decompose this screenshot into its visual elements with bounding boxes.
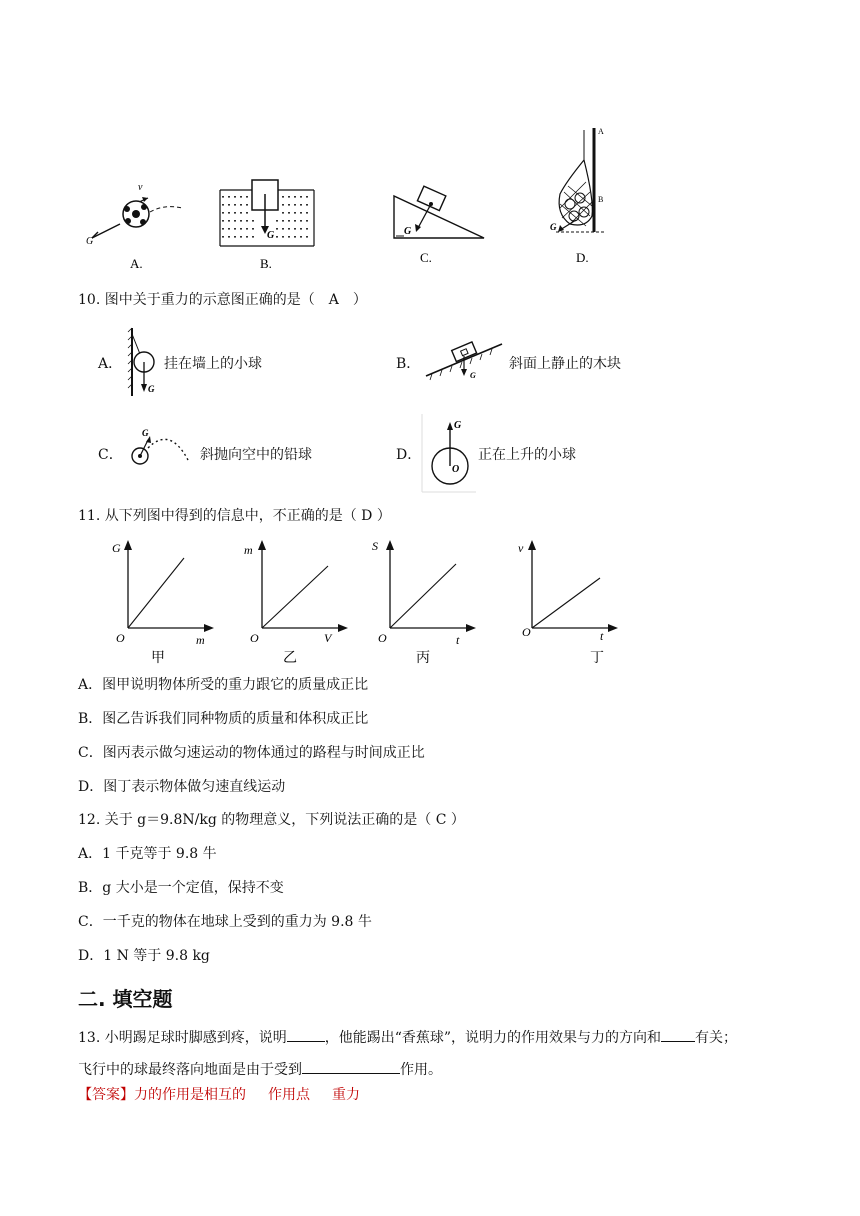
q10-option-d-letter: D． xyxy=(396,447,422,463)
q10-figure-c xyxy=(124,420,198,476)
q10d-o-label: O xyxy=(452,464,460,475)
q9b-g-label: G xyxy=(267,230,275,241)
q11-option-c: C．图丙表示做匀速运动的物体通过的路程与时间成正比 xyxy=(78,745,425,761)
q13-answer-3: 重力 xyxy=(332,1087,360,1103)
q11-graph-ding-x: t xyxy=(600,629,604,643)
q12-option-d: D．1 N 等于 9.8 kg xyxy=(78,948,210,964)
q10-stem: 10. 图中关于重力的示意图正确的是（ A ） xyxy=(78,292,367,308)
q10c-g-label: G xyxy=(142,428,149,438)
q11-graph-bing-o: O xyxy=(378,631,387,645)
q9d-g-label: G xyxy=(550,222,557,232)
q13-answer-2: 作用点 xyxy=(268,1087,310,1103)
q11-option-b: B．图乙告诉我们同种物质的质量和体积成正比 xyxy=(78,711,369,727)
q11-graph-jia-o: O xyxy=(116,631,125,645)
q11-graph-yi-x: V xyxy=(324,631,332,645)
q10-figure-d xyxy=(422,412,478,494)
q13-text-4: 飞行中的球最终落向地面是由于受到 xyxy=(78,1062,302,1078)
q9a-letter: A. xyxy=(130,256,143,271)
q11-graph-bing xyxy=(370,536,480,666)
q11-graph-ding-line xyxy=(532,578,600,628)
q13-blank-2[interactable] xyxy=(661,1027,695,1042)
q13-text-2: ，他能踢出“香蕉球”，说明力的作用效果与力的方向和 xyxy=(324,1030,662,1046)
q10-figure-a xyxy=(126,326,162,398)
q9d-b-label: B xyxy=(598,195,604,204)
q9c-letter: C. xyxy=(420,250,432,265)
q9a-g-label: G xyxy=(86,236,94,247)
q10-option-c-text: 斜抛向空中的铅球 xyxy=(200,447,312,463)
q13-blank-1[interactable] xyxy=(287,1027,325,1042)
q9-figure-c xyxy=(390,184,490,272)
q10-option-c-letter: C． xyxy=(98,447,123,463)
q11-graph-yi-o: O xyxy=(250,631,259,645)
q13-line2 xyxy=(78,1059,442,1079)
q9d-letter: D. xyxy=(576,250,589,265)
q11-graph-jia xyxy=(108,536,218,666)
q10-option-b-text: 斜面上静止的木块 xyxy=(509,356,621,372)
q9c-g-label: G xyxy=(404,226,412,237)
q12-stem: 12. 关于 g＝9.8N/kg 的物理意义，下列说法正确的是（ C ） xyxy=(78,812,465,828)
q12-option-a: A．1 千克等于 9.8 牛 xyxy=(78,846,217,862)
q13-text-1: 13. 小明踢足球时脚感到疼，说明 xyxy=(78,1030,287,1046)
q10-figure-b xyxy=(422,334,508,384)
q10b-g-label: G xyxy=(470,371,476,380)
q11-graph-yi-y: m xyxy=(244,543,253,557)
q11-graph-yi xyxy=(242,536,352,666)
q10-option-d-text: 正在上升的小球 xyxy=(478,447,576,463)
q11-graph-bing-name: 丙 xyxy=(416,651,430,666)
q13-text-5: 作用。 xyxy=(400,1062,442,1078)
q12-option-c: C．一千克的物体在地球上受到的重力为 9.8 牛 xyxy=(78,914,372,930)
q11-graph-jia-name: 甲 xyxy=(151,651,165,666)
q10-option-b-letter: B． xyxy=(396,356,421,372)
q11-option-a: A．图甲说明物体所受的重力跟它的质量成正比 xyxy=(78,677,369,693)
q11-graph-bing-y: S xyxy=(372,539,378,553)
q9a-v-label: v xyxy=(138,182,143,193)
q11-graph-jia-line xyxy=(128,558,184,628)
q13-answer xyxy=(78,1086,360,1104)
q13-answer-1: 力的作用是相互的 xyxy=(134,1087,246,1103)
q11-graph-jia-x: m xyxy=(196,633,205,647)
q10a-g-label: G xyxy=(148,384,155,394)
q11-graph-yi-name: 乙 xyxy=(283,651,297,666)
q11-graph-ding-o: O xyxy=(522,625,531,639)
q11-stem: 11. 从下列图中得到的信息中，不正确的是（ D ） xyxy=(78,508,391,524)
q9-figure-d xyxy=(546,120,616,270)
q13-blank-3[interactable] xyxy=(302,1059,400,1074)
q9-figure-b xyxy=(220,178,320,274)
q13-line1 xyxy=(78,1027,737,1047)
q9b-letter: B. xyxy=(260,256,272,271)
q11-graph-ding xyxy=(512,536,622,666)
q11-graph-jia-y: G xyxy=(112,541,121,555)
q9-figure-a xyxy=(82,176,192,272)
q11-option-d: D．图丁表示物体做匀速直线运动 xyxy=(78,779,286,795)
q10d-g-label: G xyxy=(454,420,462,431)
q10-option-a-letter: A． xyxy=(98,356,123,372)
q11-graph-bing-x: t xyxy=(456,633,460,647)
q12-option-b: B．g 大小是一个定值，保持不变 xyxy=(78,880,284,896)
q9d-a-label: A xyxy=(598,127,604,136)
q10-option-a-text: 挂在墙上的小球 xyxy=(164,356,262,372)
q13-text-3: 有关； xyxy=(695,1030,738,1046)
q11-graph-ding-name: 丁 xyxy=(590,651,604,666)
q13-answer-label: 【答案】 xyxy=(78,1087,134,1103)
section-heading-fill-blank: 二. 填空题 xyxy=(78,987,173,1011)
q11-graph-bing-line xyxy=(390,564,456,628)
q11-graph-yi-line xyxy=(262,566,328,628)
q11-graph-ding-y: v xyxy=(518,541,524,555)
